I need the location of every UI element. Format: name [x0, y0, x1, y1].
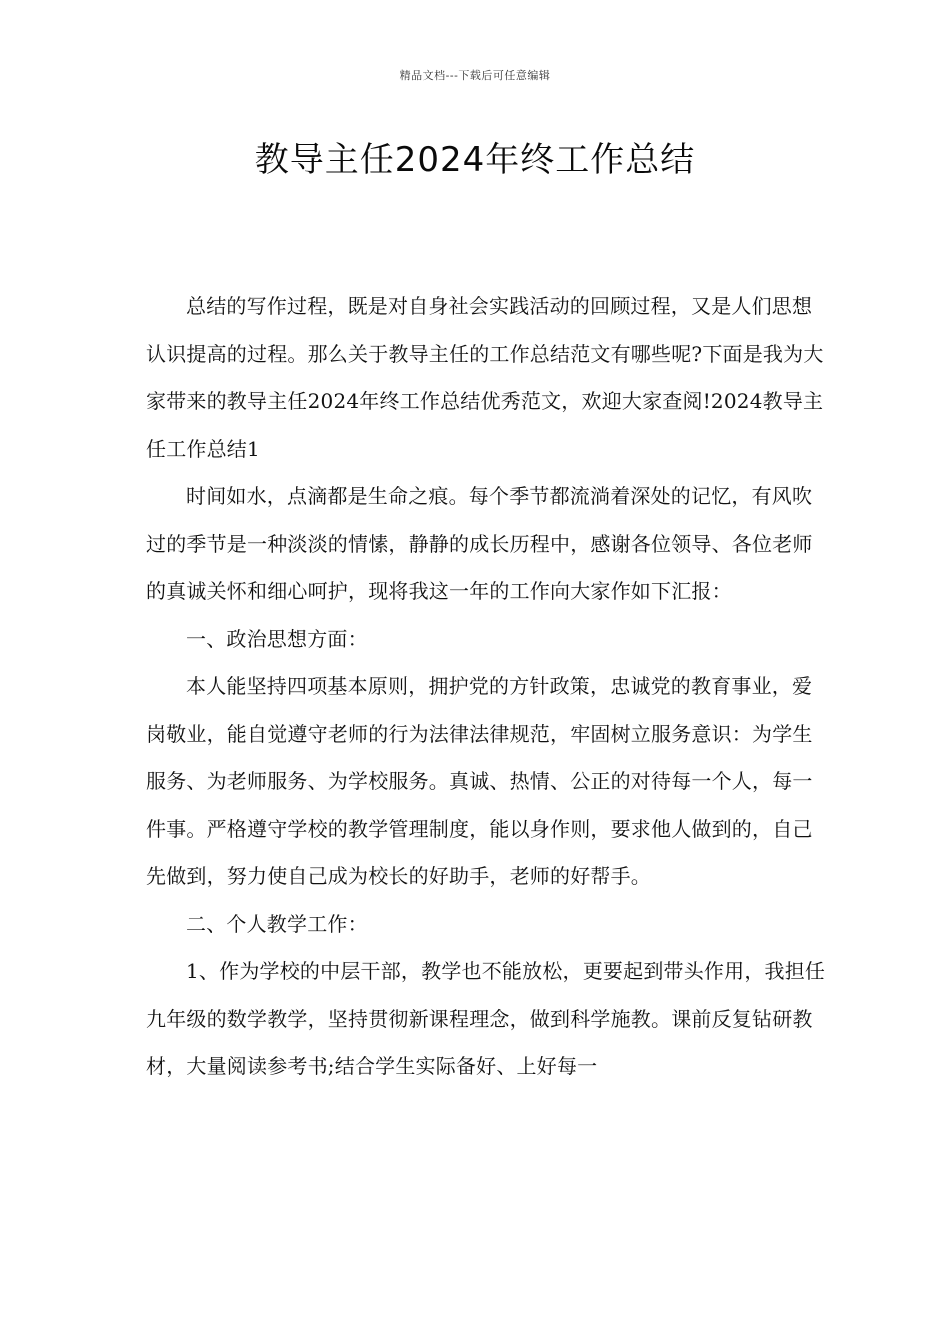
section-heading-teaching: 二、个人教学工作： [186, 911, 368, 936]
paragraph-intro: 总结的写作过程，既是对自身社会实践活动的回顾过程，又是人们思想认识提高的过程。那么关于教导主任的工作总结范文有哪些呢?下面是我为大家带来的教导主任2024年终工作总结优秀范文，欢迎大家查阅!2024教导主任工作总结1 [146, 294, 824, 461]
section-heading-political: 一、政治思想方面： [186, 626, 368, 651]
paragraph-teaching-1: 1、作为学校的中层干部，教学也不能放松，更要起到带头作用，我担任九年级的数学教学，坚持贯彻新课程理念，做到科学施教。课前反复钻研教材，大量阅读参考书;结合学生实际备好、上好每一 [146, 959, 826, 1078]
document-body [146, 283, 826, 1091]
header-note: 精品文档---下载后可任意编辑 [399, 69, 551, 82]
document-title: 教导主任2024年终工作总结 [254, 140, 696, 180]
paragraph-political: 本人能坚持四项基本原则，拥护党的方针政策，忠诚党的教育事业，爱岗敬业，能自觉遵守老师的行为法律法律规范，牢固树立服务意识：为学生服务、为老师服务、为学校服务。真诚、热情、公正的对待每一个人，每一件事。严格遵守学校的教学管理制度，能以身作则，要求他人做到的，自己先做到，努力使自己成为校长的好助手，老师的好帮手。 [146, 674, 813, 888]
paragraph-opening: 时间如水，点滴都是生命之痕。每个季节都流淌着深处的记忆，有风吹过的季节是一种淡淡的情愫，静静的成长历程中，感谢各位领导、各位老师的真诚关怀和细心呵护，现将我这一年的工作向大家作如下汇报： [146, 484, 813, 603]
